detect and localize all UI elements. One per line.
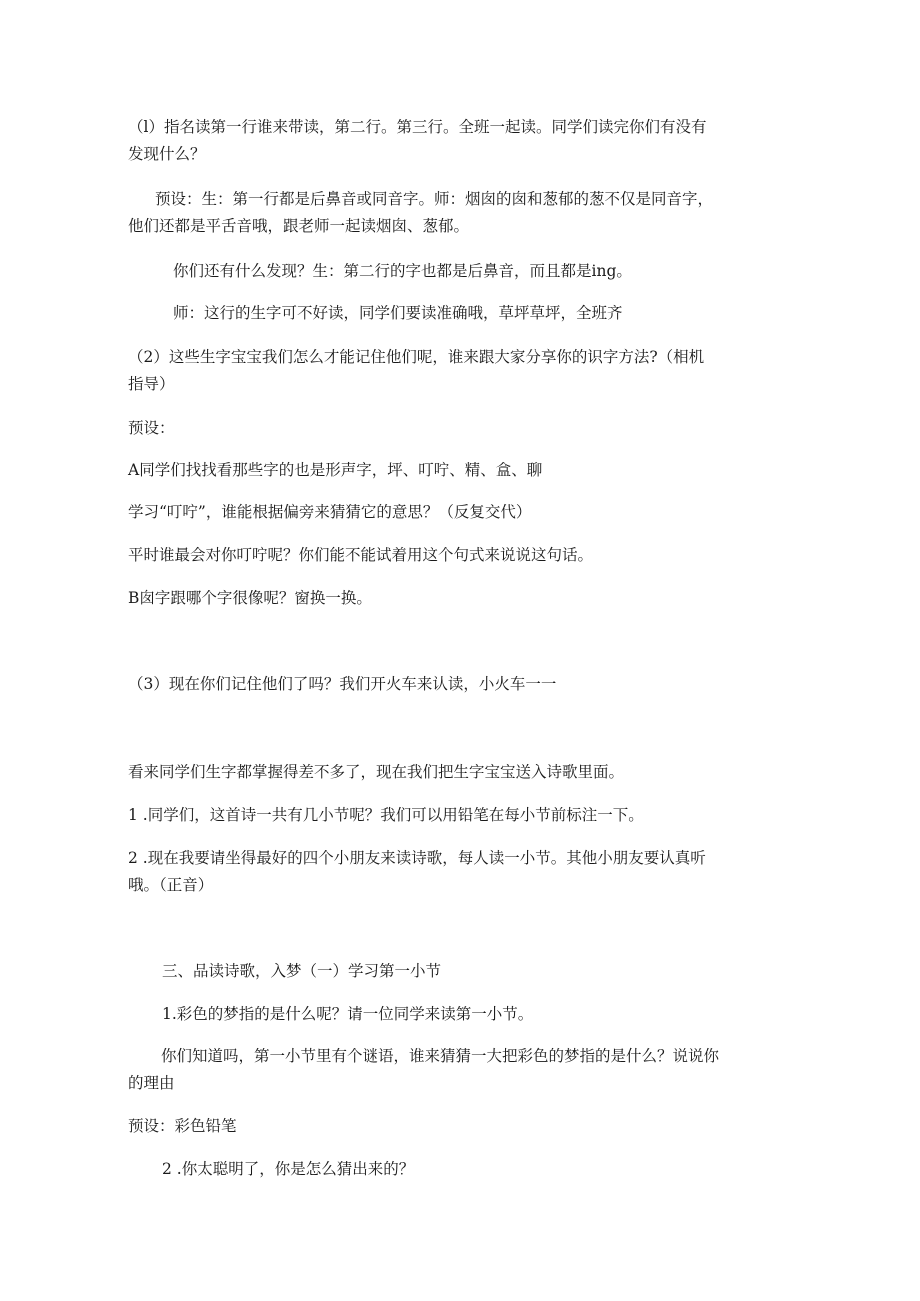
text-line: 学习“叮咛”，谁能根据偏旁来猜猜它的意思？（反复交代） <box>128 503 532 521</box>
text-line: 看来同学们生字都掌握得差不多了，现在我们把生字宝宝送入诗歌里面。 <box>128 763 625 781</box>
paragraph-7 <box>128 457 542 484</box>
text-line: 2 .你太聪明了，你是怎么猜出来的？ <box>162 1160 415 1178</box>
text-line: 你们还有什么发现？生：第二行的字也都是后鼻音，而且都是ing。 <box>173 262 632 280</box>
paragraph-1 <box>128 114 706 168</box>
text-line: （3）现在你们记住他们了吗？我们开火车来认读，小火车一一 <box>128 675 557 693</box>
paragraph-2 <box>128 186 713 240</box>
paragraph-8 <box>128 499 531 526</box>
paragraph-3 <box>173 258 632 285</box>
paragraph-9 <box>128 542 593 569</box>
text-line: B囱字跟哪个字很像呢？窗换一换。 <box>128 589 372 607</box>
text-line: 他们还都是平舌音哦，跟老师一起读烟囱、葱郁。 <box>128 217 470 235</box>
paragraph-11 <box>128 671 556 698</box>
paragraph-12 <box>128 759 624 786</box>
text-line: 平时谁最会对你叮咛呢？你们能不能试着用这个句式来说说这句话。 <box>128 546 594 564</box>
text-line: 师：这行的生字可不好读，同学们要读准确哦，草坪草坪，全班齐 <box>173 304 623 322</box>
paragraph-14 <box>128 845 706 899</box>
paragraph-15 <box>162 958 441 985</box>
paragraph-4 <box>173 300 623 327</box>
text-line: 哦。（正音） <box>128 876 214 894</box>
text-line: 预设：生：第一行都是后鼻音或同音字。师：烟囱的囱和葱郁的葱不仅是同音字， <box>155 190 714 208</box>
text-line: 预设： <box>128 419 175 437</box>
text-line: 发现什么？ <box>128 145 206 163</box>
text-line: 的理由 <box>128 1074 175 1092</box>
paragraph-5 <box>128 344 704 398</box>
text-line: 2 .现在我要请坐得最好的四个小朋友来读诗歌，每人读一小节。其他小朋友要认真听 <box>128 849 706 867</box>
text-line: 1 .同学们，这首诗一共有几小节呢？我们可以用铅笔在每小节前标注一下。 <box>128 806 644 824</box>
text-line: 1.彩色的梦指的是什么呢？请一位同学来读第一小节。 <box>162 1005 534 1023</box>
paragraph-13 <box>128 802 644 829</box>
paragraph-17 <box>128 1043 719 1097</box>
paragraph-6 <box>128 415 175 442</box>
text-line: 指导） <box>128 375 175 393</box>
paragraph-18 <box>128 1113 237 1140</box>
text-line: A同学们找找看那些字的也是形声字，坪、叮咛、精、盒、聊 <box>128 461 543 479</box>
paragraph-19 <box>162 1156 414 1183</box>
paragraph-16 <box>162 1001 533 1028</box>
text-line: （l）指名读第一行谁来带读，第二行。第三行。全班一起读。同学们读完你们有没有 <box>128 118 707 136</box>
text-line: 三、品读诗歌，入梦（一）学习第一小节 <box>162 962 442 980</box>
text-line: （2）这些生字宝宝我们怎么才能记住他们呢，谁来跟大家分享你的识字方法?（相机 <box>128 348 705 366</box>
text-line: 预设：彩色铅笔 <box>128 1117 237 1135</box>
paragraph-10 <box>128 585 372 612</box>
text-line: 你们知道吗，第一小节里有个谜语，谁来猜猜一大把彩色的梦指的是什么？说说你 <box>161 1047 720 1065</box>
